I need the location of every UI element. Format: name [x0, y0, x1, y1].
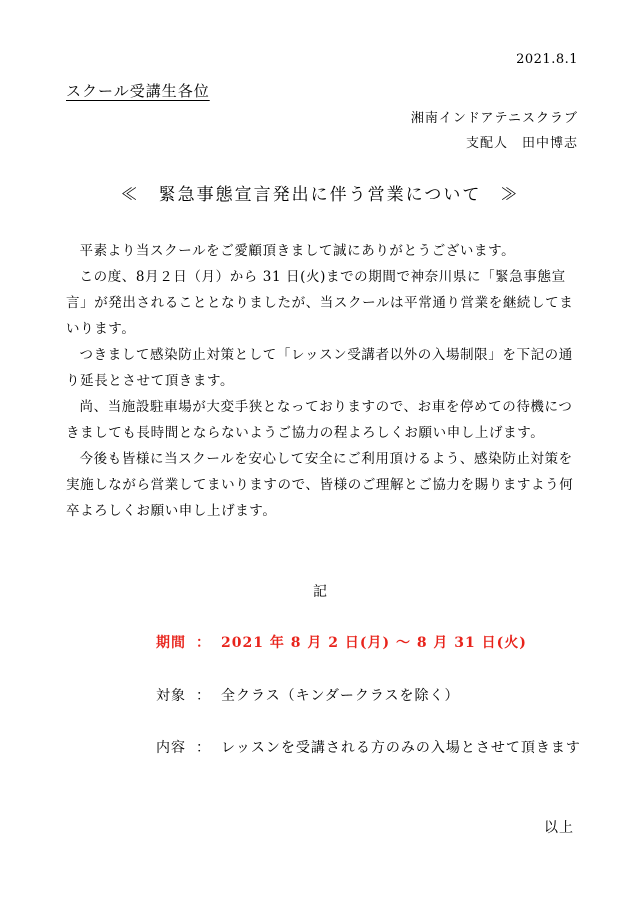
content-row — [156, 737, 581, 757]
content-label: 内容 — [156, 740, 186, 756]
body-paragraph: 今後も皆様に当スクールを安心して安全にご利用頂けるよう、感染防止対策を実施しながら営業してまいりますので、皆様のご理解とご協力を賜りますよう何卒よろしくお願い申し上げます。 — [66, 451, 574, 519]
period-row — [156, 632, 527, 652]
notice-heading: 記 — [313, 584, 327, 600]
body-text — [66, 238, 586, 524]
target-separator: ： — [196, 688, 211, 704]
sender-representative: 支配人 田中博志 — [465, 136, 578, 151]
recipient-line: スクール受講生各位 — [66, 82, 210, 100]
target-label: 対象 — [156, 688, 186, 704]
body-paragraph: この度、8月２日（月）から 31 日(火)までの期間で神奈川県に「緊急事態宣言」が発出されることとなりましたが、当スクールは平常通り営業を継続してまいります。 — [66, 269, 574, 337]
period-label: 期間 — [156, 635, 186, 651]
document-date: 2021.8.1 — [516, 52, 578, 67]
period-value: 2021 年 8 月 2 日(月) 〜 8 月 31 日(火) — [221, 635, 527, 651]
body-paragraph: 平素より当スクールをご愛顧頂きまして誠にありがとうございます。 — [79, 243, 516, 259]
content-value: レッスンを受講される方のみの入場とさせて頂きます — [221, 740, 581, 756]
body-paragraph: 尚、当施設駐車場が大変手狭となっておりますので、お車を停めての待機につきましても長時間とならないようご協力の程よろしくお願い申し上げます。 — [66, 399, 573, 441]
content-separator: ： — [196, 740, 211, 756]
target-value: 全クラス（キンダークラスを除く） — [221, 688, 460, 704]
period-separator: ： — [196, 635, 211, 651]
sender-organization: 湘南インドアテニスクラブ — [410, 111, 578, 126]
closing-mark: 以上 — [544, 820, 574, 836]
target-row — [156, 685, 459, 705]
body-paragraph: つきまして感染防止対策として「レッスン受講者以外の入場制限」を下記の通り延長とさせて頂きます。 — [66, 347, 573, 389]
document-title: ≪ 緊急事態宣言発出に伴う営業について ≫ — [120, 185, 520, 205]
